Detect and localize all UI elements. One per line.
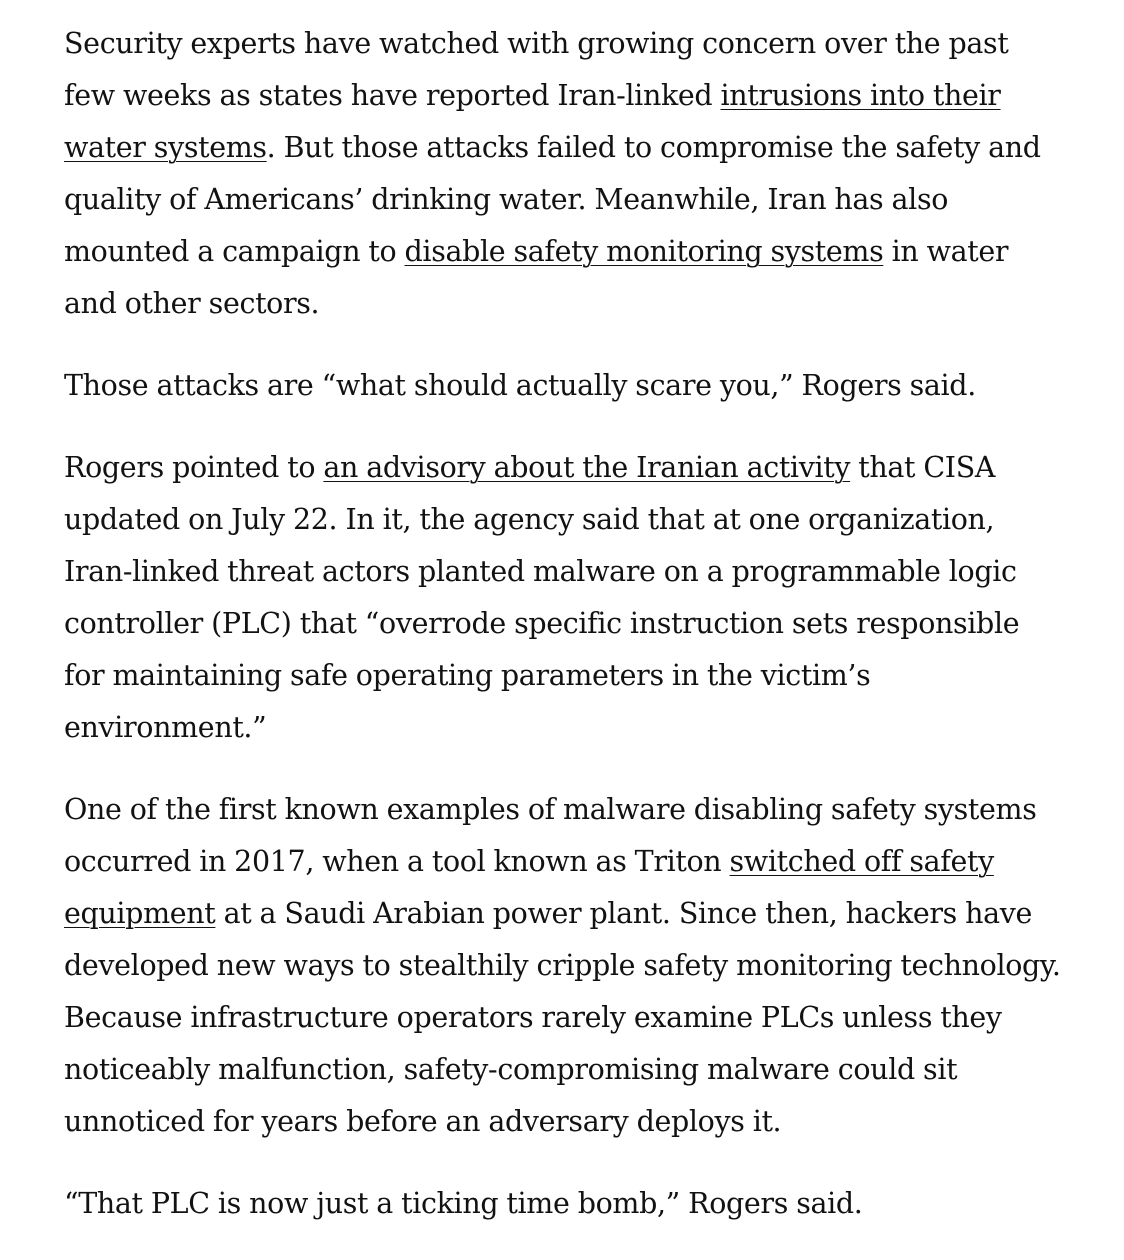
paragraph-water-intrusions [64,18,1064,330]
paragraph-text: Those attacks are “what should actually scare you,” Rogers said. [64,369,976,402]
paragraph-quote-scare [64,360,1064,412]
link-intrusions-into-water-systems[interactable]: intrusions into their water systems [64,79,1001,164]
paragraph-quote-time-bomb [64,1178,1064,1230]
paragraph-text: Rogers pointed to [64,451,324,484]
paragraph-text: Security experts have watched with growing concern over the past few weeks as states have reported Iran-linked [64,27,1009,112]
link-disable-safety-monitoring-systems[interactable]: disable safety monitoring systems [404,235,884,268]
paragraph-text: that CISA updated on July 22. In it, the agency said that at one organization, Iran-linked threat actors planted malware on a programmable logic controller (PLC) that “overrode specific instruction sets responsible for maintaining safe operating parameters in the victim’s environment.” [64,451,1020,744]
paragraph-text: in water and other sectors. [64,235,1009,320]
paragraph-text: . But those attacks failed to compromise the safety and quality of Americans’ drinking water. Meanwhile, Iran has also mounted a campaign to [64,131,1041,268]
paragraph-cisa-advisory [64,442,1064,754]
paragraph-triton-example [64,784,1064,1148]
paragraph-text: One of the first known examples of malware disabling safety systems occurred in 2017, when a tool known as Triton [64,793,1037,878]
link-switched-off-safety-equipment[interactable]: switched off safety equipment [64,845,994,930]
paragraph-text: “That PLC is now just a ticking time bomb,” Rogers said. [64,1187,863,1220]
link-advisory-iranian-activity[interactable]: an advisory about the Iranian activity [323,451,851,484]
article-body [64,18,1064,1260]
paragraph-text: at a Saudi Arabian power plant. Since then, hackers have developed new ways to stealthily cripple safety monitoring technology. Because infrastructure operators rarely examine PLCs unless they noticeably malfunction, safety-compromising malware could sit unnoticed for years before an adversary deploys it. [64,897,1061,1138]
